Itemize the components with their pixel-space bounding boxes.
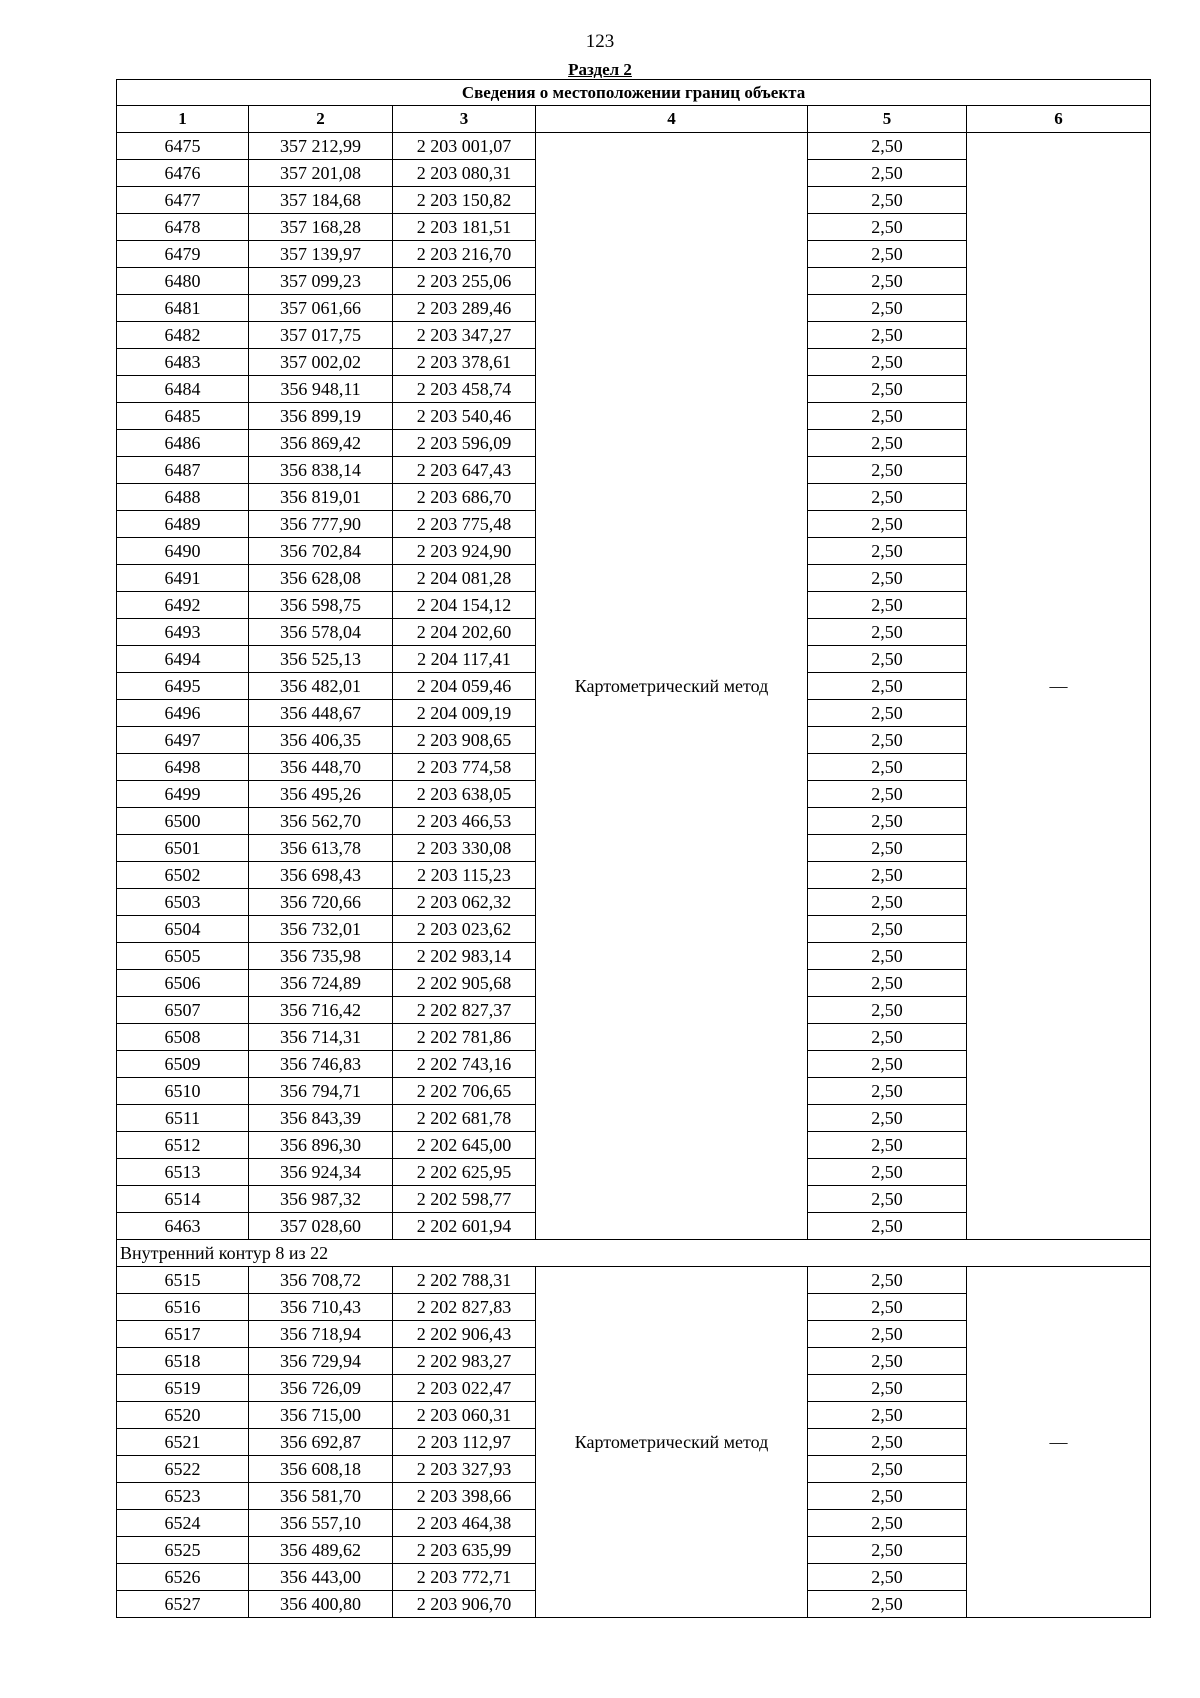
precision-cell: 2,50: [808, 1402, 967, 1429]
y-coordinate-cell: 2 202 905,68: [393, 970, 536, 997]
x-coordinate-cell: 356 838,14: [249, 457, 393, 484]
x-coordinate-cell: 356 726,09: [249, 1375, 393, 1402]
point-number-cell: 6496: [117, 700, 249, 727]
x-coordinate-cell: 356 613,78: [249, 835, 393, 862]
precision-cell: 2,50: [808, 970, 967, 997]
point-number-cell: 6513: [117, 1159, 249, 1186]
x-coordinate-cell: 356 924,34: [249, 1159, 393, 1186]
precision-cell: 2,50: [808, 700, 967, 727]
precision-cell: 2,50: [808, 1051, 967, 1078]
point-number-cell: 6508: [117, 1024, 249, 1051]
x-coordinate-cell: 356 692,87: [249, 1429, 393, 1456]
y-coordinate-cell: 2 203 181,51: [393, 214, 536, 241]
y-coordinate-cell: 2 203 906,70: [393, 1591, 536, 1618]
y-coordinate-cell: 2 203 080,31: [393, 160, 536, 187]
x-coordinate-cell: 357 061,66: [249, 295, 393, 322]
x-coordinate-cell: 356 715,00: [249, 1402, 393, 1429]
precision-cell: 2,50: [808, 997, 967, 1024]
precision-cell: 2,50: [808, 1078, 967, 1105]
precision-cell: 2,50: [808, 1132, 967, 1159]
y-coordinate-cell: 2 203 112,97: [393, 1429, 536, 1456]
point-number-cell: 6504: [117, 916, 249, 943]
x-coordinate-cell: 356 720,66: [249, 889, 393, 916]
point-number-cell: 6499: [117, 781, 249, 808]
precision-cell: 2,50: [808, 1267, 967, 1294]
x-coordinate-cell: 356 899,19: [249, 403, 393, 430]
precision-cell: 2,50: [808, 592, 967, 619]
precision-cell: 2,50: [808, 835, 967, 862]
column-header-2: 2: [249, 106, 393, 133]
x-coordinate-cell: 357 212,99: [249, 133, 393, 160]
point-number-cell: 6493: [117, 619, 249, 646]
point-number-cell: 6507: [117, 997, 249, 1024]
point-number-cell: 6501: [117, 835, 249, 862]
column-header-4: 4: [536, 106, 808, 133]
precision-cell: 2,50: [808, 511, 967, 538]
y-coordinate-cell: 2 203 596,09: [393, 430, 536, 457]
y-coordinate-cell: 2 203 908,65: [393, 727, 536, 754]
x-coordinate-cell: 356 948,11: [249, 376, 393, 403]
y-coordinate-cell: 2 202 625,95: [393, 1159, 536, 1186]
method-cell: Картометрический метод: [536, 133, 808, 1240]
precision-cell: 2,50: [808, 457, 967, 484]
precision-cell: 2,50: [808, 727, 967, 754]
y-coordinate-cell: 2 203 255,06: [393, 268, 536, 295]
x-coordinate-cell: 356 724,89: [249, 970, 393, 997]
x-coordinate-cell: 357 002,02: [249, 349, 393, 376]
y-coordinate-cell: 2 202 598,77: [393, 1186, 536, 1213]
precision-cell: 2,50: [808, 295, 967, 322]
column-header-3: 3: [393, 106, 536, 133]
x-coordinate-cell: 356 732,01: [249, 916, 393, 943]
point-number-cell: 6520: [117, 1402, 249, 1429]
x-coordinate-cell: 356 698,43: [249, 862, 393, 889]
x-coordinate-cell: 356 987,32: [249, 1186, 393, 1213]
precision-cell: 2,50: [808, 1186, 967, 1213]
x-coordinate-cell: 356 708,72: [249, 1267, 393, 1294]
point-number-cell: 6506: [117, 970, 249, 997]
y-coordinate-cell: 2 202 645,00: [393, 1132, 536, 1159]
x-coordinate-cell: 357 201,08: [249, 160, 393, 187]
point-number-cell: 6517: [117, 1321, 249, 1348]
point-number-cell: 6514: [117, 1186, 249, 1213]
precision-cell: 2,50: [808, 214, 967, 241]
y-coordinate-cell: 2 203 347,27: [393, 322, 536, 349]
x-coordinate-cell: 356 581,70: [249, 1483, 393, 1510]
precision-cell: 2,50: [808, 1429, 967, 1456]
x-coordinate-cell: 356 578,04: [249, 619, 393, 646]
y-coordinate-cell: 2 203 398,66: [393, 1483, 536, 1510]
y-coordinate-cell: 2 203 330,08: [393, 835, 536, 862]
precision-cell: 2,50: [808, 1375, 967, 1402]
precision-cell: 2,50: [808, 430, 967, 457]
point-number-cell: 6500: [117, 808, 249, 835]
precision-cell: 2,50: [808, 619, 967, 646]
precision-cell: 2,50: [808, 133, 967, 160]
point-number-cell: 6511: [117, 1105, 249, 1132]
precision-cell: 2,50: [808, 862, 967, 889]
y-coordinate-cell: 2 202 601,94: [393, 1213, 536, 1240]
method-cell: Картометрический метод: [536, 1267, 808, 1618]
column-header-1: 1: [117, 106, 249, 133]
x-coordinate-cell: 356 869,42: [249, 430, 393, 457]
x-coordinate-cell: 356 746,83: [249, 1051, 393, 1078]
column-header-5: 5: [808, 106, 967, 133]
y-coordinate-cell: 2 203 464,38: [393, 1510, 536, 1537]
precision-cell: 2,50: [808, 484, 967, 511]
precision-cell: 2,50: [808, 538, 967, 565]
column-header-row: [117, 106, 1151, 133]
point-number-cell: 6512: [117, 1132, 249, 1159]
column-header-6: 6: [967, 106, 1151, 133]
precision-cell: 2,50: [808, 1321, 967, 1348]
point-number-cell: 6516: [117, 1294, 249, 1321]
precision-cell: 2,50: [808, 1348, 967, 1375]
precision-cell: 2,50: [808, 1213, 967, 1240]
precision-cell: 2,50: [808, 1510, 967, 1537]
point-number-cell: 6491: [117, 565, 249, 592]
x-coordinate-cell: 356 843,39: [249, 1105, 393, 1132]
x-coordinate-cell: 356 777,90: [249, 511, 393, 538]
point-number-cell: 6524: [117, 1510, 249, 1537]
point-number-cell: 6489: [117, 511, 249, 538]
x-coordinate-cell: 356 562,70: [249, 808, 393, 835]
point-number-cell: 6498: [117, 754, 249, 781]
y-coordinate-cell: 2 203 060,31: [393, 1402, 536, 1429]
point-number-cell: 6483: [117, 349, 249, 376]
point-number-cell: 6488: [117, 484, 249, 511]
y-coordinate-cell: 2 203 378,61: [393, 349, 536, 376]
y-coordinate-cell: 2 204 009,19: [393, 700, 536, 727]
point-number-cell: 6482: [117, 322, 249, 349]
y-coordinate-cell: 2 202 983,27: [393, 1348, 536, 1375]
precision-cell: 2,50: [808, 889, 967, 916]
x-coordinate-cell: 357 168,28: [249, 214, 393, 241]
x-coordinate-cell: 356 598,75: [249, 592, 393, 619]
x-coordinate-cell: 356 819,01: [249, 484, 393, 511]
x-coordinate-cell: 356 735,98: [249, 943, 393, 970]
y-coordinate-cell: 2 204 202,60: [393, 619, 536, 646]
precision-cell: 2,50: [808, 268, 967, 295]
point-number-cell: 6481: [117, 295, 249, 322]
x-coordinate-cell: 356 448,67: [249, 700, 393, 727]
table-row: [117, 1267, 1151, 1294]
x-coordinate-cell: 356 896,30: [249, 1132, 393, 1159]
point-number-cell: 6502: [117, 862, 249, 889]
table-caption: Сведения о местоположении границ объекта: [117, 80, 1151, 106]
precision-cell: 2,50: [808, 673, 967, 700]
contour-subheader-row: [117, 1240, 1151, 1267]
x-coordinate-cell: 356 628,08: [249, 565, 393, 592]
precision-cell: 2,50: [808, 241, 967, 268]
precision-cell: 2,50: [808, 646, 967, 673]
x-coordinate-cell: 356 794,71: [249, 1078, 393, 1105]
contour-subheader: Внутренний контур 8 из 22: [117, 1240, 1151, 1267]
y-coordinate-cell: 2 203 466,53: [393, 808, 536, 835]
y-coordinate-cell: 2 203 540,46: [393, 403, 536, 430]
point-number-cell: 6525: [117, 1537, 249, 1564]
y-coordinate-cell: 2 202 983,14: [393, 943, 536, 970]
x-coordinate-cell: 356 716,42: [249, 997, 393, 1024]
precision-cell: 2,50: [808, 187, 967, 214]
point-number-cell: 6494: [117, 646, 249, 673]
point-number-cell: 6497: [117, 727, 249, 754]
y-coordinate-cell: 2 203 686,70: [393, 484, 536, 511]
point-number-cell: 6475: [117, 133, 249, 160]
point-number-cell: 6509: [117, 1051, 249, 1078]
boundary-coordinates-table: [116, 79, 1151, 1618]
x-coordinate-cell: 357 184,68: [249, 187, 393, 214]
point-number-cell: 6526: [117, 1564, 249, 1591]
precision-cell: 2,50: [808, 916, 967, 943]
precision-cell: 2,50: [808, 565, 967, 592]
x-coordinate-cell: 356 495,26: [249, 781, 393, 808]
y-coordinate-cell: 2 202 827,37: [393, 997, 536, 1024]
x-coordinate-cell: 357 099,23: [249, 268, 393, 295]
point-number-cell: 6476: [117, 160, 249, 187]
y-coordinate-cell: 2 204 059,46: [393, 673, 536, 700]
point-number-cell: 6478: [117, 214, 249, 241]
precision-cell: 2,50: [808, 1564, 967, 1591]
y-coordinate-cell: 2 203 023,62: [393, 916, 536, 943]
x-coordinate-cell: 356 718,94: [249, 1321, 393, 1348]
y-coordinate-cell: 2 203 635,99: [393, 1537, 536, 1564]
y-coordinate-cell: 2 203 289,46: [393, 295, 536, 322]
point-number-cell: 6485: [117, 403, 249, 430]
point-number-cell: 6495: [117, 673, 249, 700]
y-coordinate-cell: 2 203 774,58: [393, 754, 536, 781]
y-coordinate-cell: 2 202 788,31: [393, 1267, 536, 1294]
y-coordinate-cell: 2 204 117,41: [393, 646, 536, 673]
point-number-cell: 6479: [117, 241, 249, 268]
x-coordinate-cell: 356 557,10: [249, 1510, 393, 1537]
y-coordinate-cell: 2 203 775,48: [393, 511, 536, 538]
table-body: [117, 133, 1151, 1618]
y-coordinate-cell: 2 204 154,12: [393, 592, 536, 619]
point-number-cell: 6484: [117, 376, 249, 403]
section-title: Раздел 2: [568, 60, 632, 79]
y-coordinate-cell: 2 202 743,16: [393, 1051, 536, 1078]
description-cell: —: [967, 133, 1151, 1240]
precision-cell: 2,50: [808, 943, 967, 970]
precision-cell: 2,50: [808, 1456, 967, 1483]
precision-cell: 2,50: [808, 1537, 967, 1564]
precision-cell: 2,50: [808, 808, 967, 835]
precision-cell: 2,50: [808, 376, 967, 403]
y-coordinate-cell: 2 203 772,71: [393, 1564, 536, 1591]
table-caption-row: [117, 80, 1151, 106]
x-coordinate-cell: 356 443,00: [249, 1564, 393, 1591]
y-coordinate-cell: 2 203 327,93: [393, 1456, 536, 1483]
precision-cell: 2,50: [808, 349, 967, 376]
y-coordinate-cell: 2 202 827,83: [393, 1294, 536, 1321]
y-coordinate-cell: 2 203 647,43: [393, 457, 536, 484]
point-number-cell: 6492: [117, 592, 249, 619]
x-coordinate-cell: 357 017,75: [249, 322, 393, 349]
point-number-cell: 6521: [117, 1429, 249, 1456]
precision-cell: 2,50: [808, 1294, 967, 1321]
y-coordinate-cell: 2 203 458,74: [393, 376, 536, 403]
precision-cell: 2,50: [808, 403, 967, 430]
point-number-cell: 6503: [117, 889, 249, 916]
page-number: 123: [585, 31, 615, 52]
precision-cell: 2,50: [808, 1105, 967, 1132]
x-coordinate-cell: 356 608,18: [249, 1456, 393, 1483]
y-coordinate-cell: 2 203 001,07: [393, 133, 536, 160]
point-number-cell: 6480: [117, 268, 249, 295]
point-number-cell: 6523: [117, 1483, 249, 1510]
y-coordinate-cell: 2 202 706,65: [393, 1078, 536, 1105]
point-number-cell: 6487: [117, 457, 249, 484]
y-coordinate-cell: 2 203 022,47: [393, 1375, 536, 1402]
point-number-cell: 6522: [117, 1456, 249, 1483]
x-coordinate-cell: 356 448,70: [249, 754, 393, 781]
point-number-cell: 6486: [117, 430, 249, 457]
y-coordinate-cell: 2 202 906,43: [393, 1321, 536, 1348]
point-number-cell: 6477: [117, 187, 249, 214]
precision-cell: 2,50: [808, 1591, 967, 1618]
x-coordinate-cell: 356 714,31: [249, 1024, 393, 1051]
x-coordinate-cell: 356 702,84: [249, 538, 393, 565]
point-number-cell: 6519: [117, 1375, 249, 1402]
point-number-cell: 6463: [117, 1213, 249, 1240]
x-coordinate-cell: 356 482,01: [249, 673, 393, 700]
description-cell: —: [967, 1267, 1151, 1618]
point-number-cell: 6527: [117, 1591, 249, 1618]
x-coordinate-cell: 356 525,13: [249, 646, 393, 673]
precision-cell: 2,50: [808, 1483, 967, 1510]
y-coordinate-cell: 2 203 150,82: [393, 187, 536, 214]
y-coordinate-cell: 2 203 216,70: [393, 241, 536, 268]
x-coordinate-cell: 357 028,60: [249, 1213, 393, 1240]
y-coordinate-cell: 2 203 115,23: [393, 862, 536, 889]
y-coordinate-cell: 2 203 062,32: [393, 889, 536, 916]
y-coordinate-cell: 2 203 638,05: [393, 781, 536, 808]
x-coordinate-cell: 357 139,97: [249, 241, 393, 268]
y-coordinate-cell: 2 204 081,28: [393, 565, 536, 592]
precision-cell: 2,50: [808, 781, 967, 808]
precision-cell: 2,50: [808, 1159, 967, 1186]
point-number-cell: 6518: [117, 1348, 249, 1375]
precision-cell: 2,50: [808, 1024, 967, 1051]
point-number-cell: 6515: [117, 1267, 249, 1294]
precision-cell: 2,50: [808, 160, 967, 187]
y-coordinate-cell: 2 203 924,90: [393, 538, 536, 565]
y-coordinate-cell: 2 202 681,78: [393, 1105, 536, 1132]
point-number-cell: 6490: [117, 538, 249, 565]
point-number-cell: 6505: [117, 943, 249, 970]
precision-cell: 2,50: [808, 322, 967, 349]
precision-cell: 2,50: [808, 754, 967, 781]
table-row: [117, 133, 1151, 160]
x-coordinate-cell: 356 400,80: [249, 1591, 393, 1618]
x-coordinate-cell: 356 710,43: [249, 1294, 393, 1321]
x-coordinate-cell: 356 406,35: [249, 727, 393, 754]
x-coordinate-cell: 356 729,94: [249, 1348, 393, 1375]
x-coordinate-cell: 356 489,62: [249, 1537, 393, 1564]
point-number-cell: 6510: [117, 1078, 249, 1105]
y-coordinate-cell: 2 202 781,86: [393, 1024, 536, 1051]
